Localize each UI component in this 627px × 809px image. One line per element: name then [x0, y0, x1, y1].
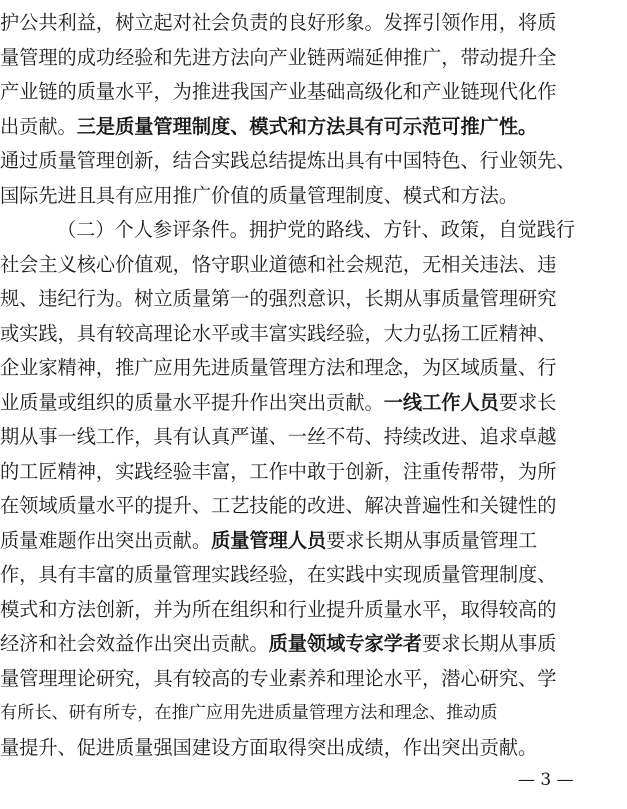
- text-line-8: [0, 247, 627, 283]
- bold-heading: 质量领域专家学者: [268, 632, 423, 655]
- text-line-16: [0, 523, 627, 559]
- text-run: 的工匠精神，实践经验丰富，工作中敢于创新，注重传帮带，为所: [0, 459, 557, 483]
- text-run: 量管理理论研究，具有较高的专业素养和理论水平，潜心研究、学: [0, 666, 557, 690]
- text-line-2: [0, 40, 627, 76]
- text-line-7: [57, 212, 627, 248]
- text-run: 期从事一线工作，具有认真严谨、一丝不苟、持续改进、追求卓越: [0, 425, 557, 448]
- text-run: 产业链的质量水平，为推进我国产业基础高级化和产业链现代化作: [0, 80, 557, 103]
- text-run: 要求长期从事质量管理工: [326, 528, 538, 552]
- text-line-19: [0, 626, 627, 662]
- text-line-5: [0, 143, 627, 179]
- text-run: 企业家精神，推广应用先进质量管理方法和理念，为区域质量、行: [0, 356, 557, 379]
- text-line-18: [0, 592, 627, 628]
- text-run: 规、违纪行为。树立质量第一的强烈意识，长期从事质量管理研究: [0, 287, 557, 310]
- text-line-11: [0, 350, 627, 386]
- text-line-6: [0, 178, 627, 214]
- text-line-15: [0, 488, 627, 524]
- text-line-20: [0, 661, 627, 697]
- bold-heading: 三是质量管理制度、模式和方法具有可示范可推广性。: [76, 114, 538, 138]
- text-run: 护公共利益，树立起对社会负责的良好形象。发挥引领作用，将质: [0, 11, 557, 34]
- text-run: 社会主义核心价值观，恪守职业道德和社会规范，无相关违法、违: [0, 252, 557, 276]
- text-run: 或实践，具有较高理论水平或丰富实践经验，大力弘扬工匠精神、: [0, 321, 557, 345]
- text-line-3: [0, 74, 627, 110]
- text-run: 要求长期从事质: [422, 632, 557, 655]
- text-run: 经济和社会效益作出突出贡献。: [0, 632, 269, 655]
- bold-heading: 质量管理人员: [211, 528, 327, 552]
- text-line-14: [0, 454, 627, 490]
- text-run: 作，具有丰富的质量管理实践经验，在实践中实现质量管理制度、: [0, 563, 557, 586]
- text-line-17: [0, 557, 627, 593]
- text-line-4: [0, 109, 627, 145]
- text-line-22: [0, 730, 627, 766]
- text-run: 要求长: [498, 390, 557, 414]
- text-run: 出贡献。: [0, 114, 77, 138]
- section-heading: （二）个人参评条件。拥护党的路线、方针、政策，自觉践行: [57, 218, 576, 241]
- text-run: 质量难题作出突出贡献。: [0, 528, 212, 552]
- text-run: 量提升、促进质量强国建设方面取得突出成绩，作出突出贡献。: [0, 735, 538, 759]
- text-run: 有所长、研有所专，在推广应用先进质量管理方法和理念、推动质: [0, 703, 498, 723]
- page-number: — 3 —: [518, 769, 574, 790]
- text-line-12: [0, 385, 627, 421]
- text-line-13: [0, 419, 627, 455]
- bold-heading: 一线工作人员: [383, 390, 499, 414]
- text-run: 业质量或组织的质量水平提升作出突出贡献。: [0, 390, 384, 414]
- text-line-10: [0, 316, 627, 352]
- text-run: 在领域质量水平的提升、工艺技能的改进、解决普遍性和关键性的: [0, 494, 557, 517]
- text-line-21: [0, 695, 500, 731]
- text-run: 量管理的成功经验和先进方法向产业链两端延伸推广，带动提升全: [0, 45, 557, 69]
- text-run: 通过质量管理创新，结合实践总结提炼出具有中国特色、行业领先、: [0, 149, 576, 172]
- text-run: 模式和方法创新，并为所在组织和行业提升质量水平，取得较高的: [0, 597, 557, 621]
- text-line-1: [0, 5, 627, 41]
- text-run: 国际先进且具有应用推广价值的质量管理制度、模式和方法。: [0, 183, 519, 207]
- text-line-9: [0, 281, 627, 317]
